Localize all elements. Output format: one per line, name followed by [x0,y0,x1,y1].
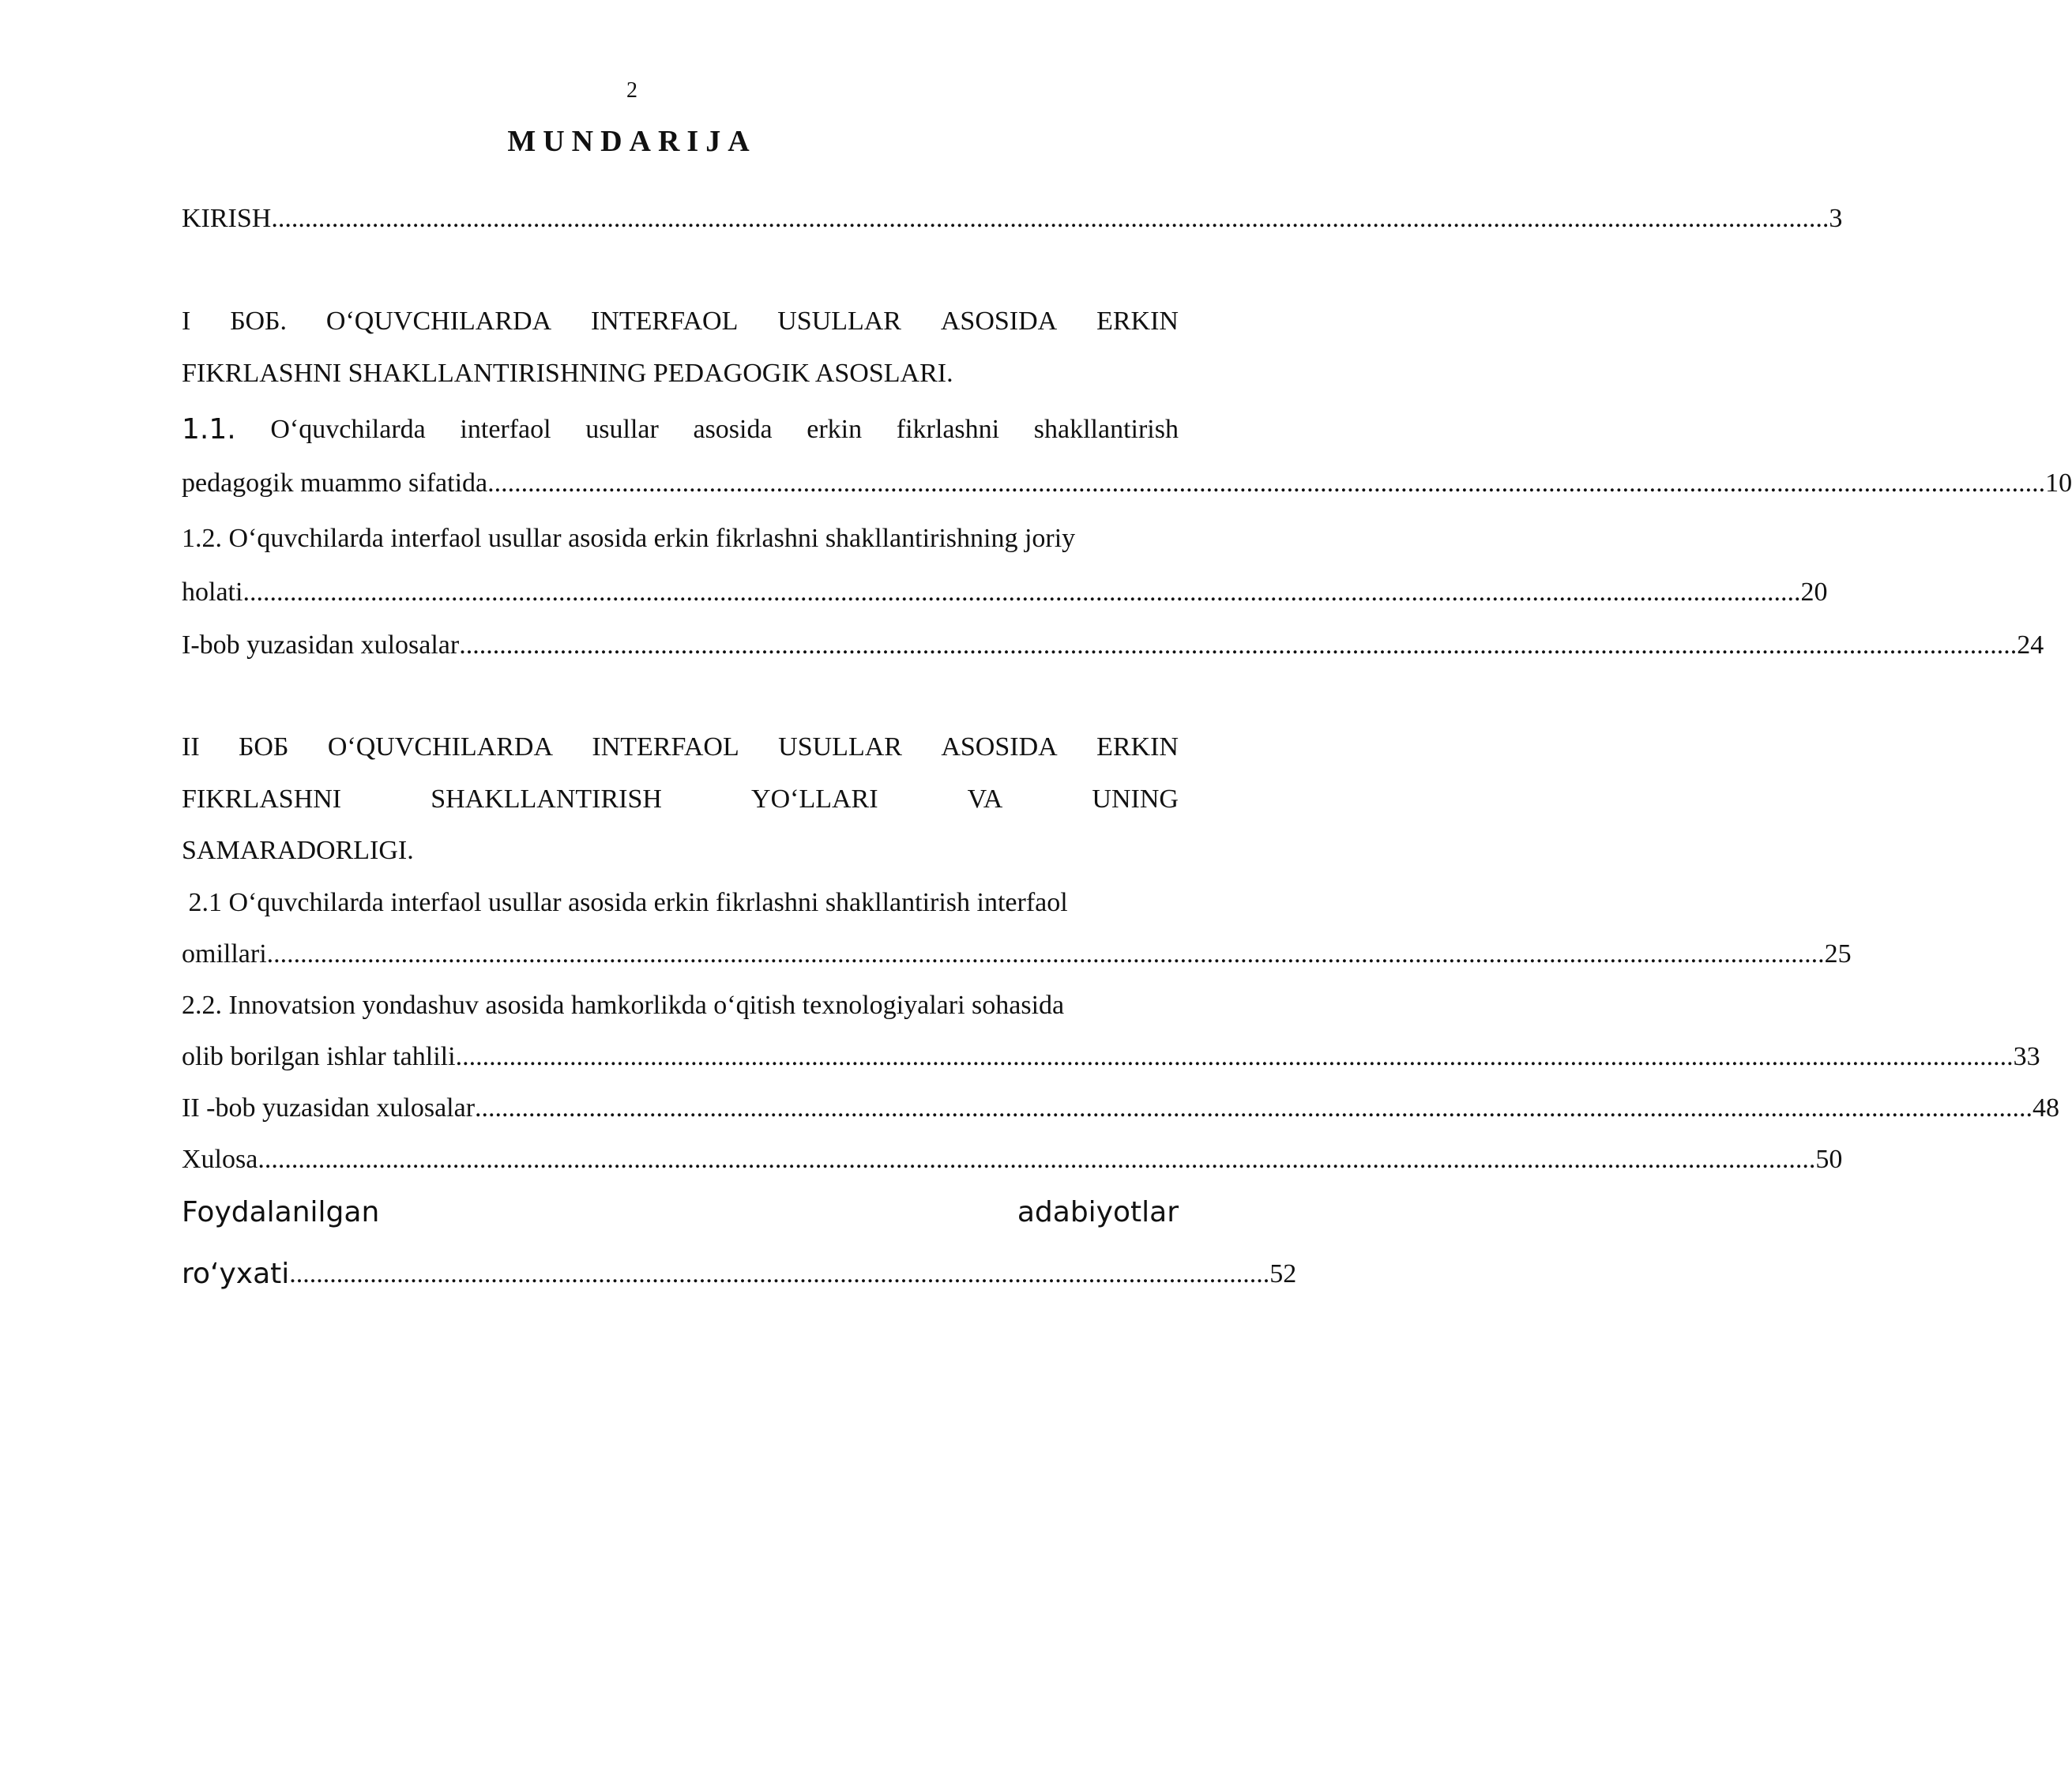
word: asosida [693,415,773,444]
toc-page: 3 [1829,204,1843,233]
toc-label: ro‘yxati [182,1258,290,1290]
toc-page: 25 [1824,939,1852,969]
word: ASOSIDA [941,732,1058,762]
toc-label: omillari [182,939,267,969]
word: ERKIN [1096,307,1179,336]
page-number: 2 [626,78,637,103]
toc-entry-xulosa[interactable] [182,1142,1843,1177]
references-line1 [182,1193,1179,1232]
toc-entry-references[interactable] [182,1255,1297,1294]
toc-page: 52 [1269,1259,1297,1289]
toc-label: pedagogik muammo sifatida [182,468,488,498]
toc-entry-chapter-1-summary[interactable] [182,628,2044,663]
toc-page: 50 [1815,1145,1843,1174]
word: INTERFAOL [592,732,739,762]
toc-entry-1-1[interactable] [182,466,2072,501]
section-2-2-line1: 2.2. Innovatsion yondashuv asosida hamkorlikda o‘qitish texnologiyalari sohasida [182,991,1065,1020]
chapter-1-heading-line1 [182,304,1179,339]
word: ASOSIDA [940,307,1058,336]
word: Foydalanilgan [182,1196,380,1228]
toc-entry-2-1[interactable] [182,937,1852,972]
chapter-2-heading-line3: SAMARADORLIGI. [182,836,414,865]
section-1-2-line1: 1.2. O‘quvchilarda interfaol usullar asosida erkin fikrlashni shakllantirishning joriy [182,524,1076,553]
word: VA [967,784,1003,814]
toc-label: II -bob yuzasidan xulosalar [182,1093,476,1123]
word: I [182,307,191,336]
toc-entry-1-2[interactable] [182,575,1828,610]
toc-label: I-bob yuzasidan xulosalar [182,630,460,660]
toc-entry-2-2[interactable] [182,1040,2040,1074]
word: O‘QUVCHILARDA [325,307,552,336]
section-number: 1.1. [182,413,236,446]
toc-page: 33 [2013,1042,2040,1071]
chapter-2-heading-line2 [182,782,1179,817]
chapter-2-heading-line1 [182,730,1179,765]
dot-leader [459,628,2017,663]
toc-label: olib borilgan ishlar tahlili [182,1042,456,1071]
word: БОБ. [230,307,288,336]
toc-page: 20 [1800,577,1828,607]
word: usullar [585,415,659,444]
word: O‘quvchilarda [270,415,426,444]
toc-entry-chapter-2-summary[interactable] [182,1091,2060,1126]
page-title: MUNDARIJA [507,125,757,158]
word: adabiyotlar [1017,1196,1179,1228]
dot-leader [487,466,2045,501]
word: ERKIN [1096,732,1179,762]
toc-label: KIRISH [182,204,272,233]
word: USULLAR [778,732,902,762]
word: O‘QUVCHILARDA [327,732,554,762]
word: shakllantirish [1033,415,1179,444]
toc-page: 24 [2017,630,2044,660]
dot-leader [456,1040,2014,1074]
dot-leader [267,937,1825,972]
word: INTERFAOL [590,307,739,336]
word: interfaol [460,415,551,444]
toc-label: holati [182,577,243,607]
word: UNING [1092,784,1179,814]
toc-page: 10 [2045,468,2072,498]
word: USULLAR [777,307,901,336]
dot-leader [258,1142,1815,1177]
dot-leader [475,1091,2033,1126]
dot-leader: .................................................................................................................................................. [289,1259,1270,1289]
toc-label: Xulosa [182,1145,258,1174]
section-1-1-line1 [182,412,1179,447]
word: II [182,732,200,762]
dot-leader [271,201,1829,236]
word: БОБ [239,732,289,762]
chapter-1-heading-line2: FIKRLASHNI SHAKLLANTIRISHNING PEDAGOGIK ASOSLARI. [182,359,953,388]
word: YO‘LLARI [751,784,878,814]
section-2-1-line1: 2.1 O‘quvchilarda interfaol usullar asosida erkin fikrlashni shakllantirish interfaol [182,888,1068,917]
dot-leader [243,575,1800,610]
word: erkin [807,415,863,444]
toc-page: 48 [2033,1093,2060,1123]
toc-entry-kirish[interactable] [182,201,1843,236]
word: fikrlashni [896,415,1000,444]
word: SHAKLLANTIRISH [431,784,662,814]
word: FIKRLASHNI [182,784,342,814]
